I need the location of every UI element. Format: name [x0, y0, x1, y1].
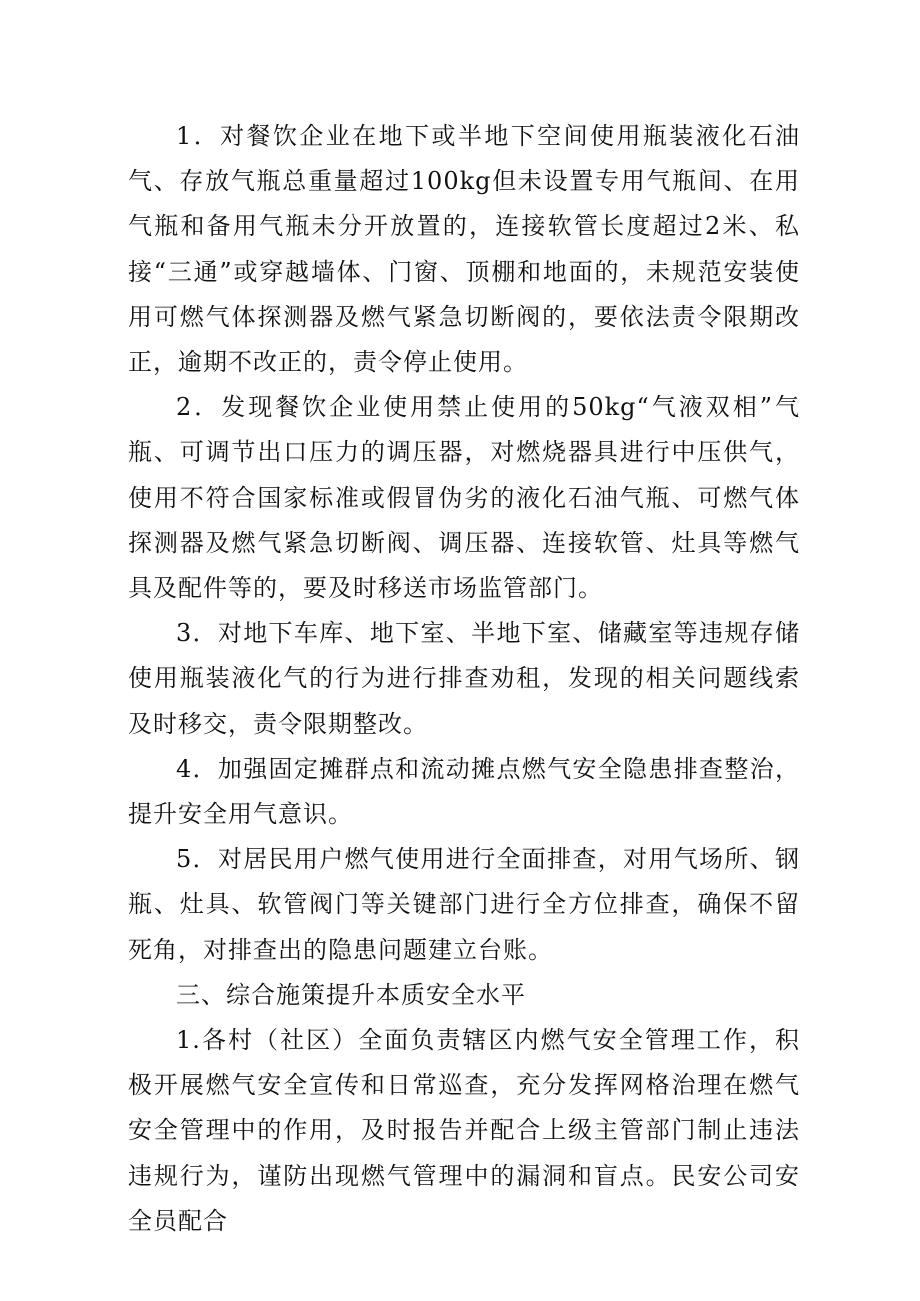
- document-body: [128, 114, 800, 1244]
- paragraph-item-2: 2．发现餐饮企业使用禁止使用的50kg“气液双相”气瓶、可调节出口压力的调压器，对燃烧器具进行中压供气，使用不符合国家标准或假冒伪劣的液化石油气瓶、可燃气体探测器及燃气紧急切断阀、调压器、连接软管、灶具等燃气具及配件等的，要及时移送市场监管部门。: [128, 393, 800, 603]
- paragraph-item-4: 4．加强固定摊群点和流动摊点燃气安全隐患排查整治，提升安全用气意识。: [128, 754, 800, 829]
- section-paragraph-1: 1.各村（社区）全面负责辖区内燃气安全管理工作，积极开展燃气安全宣传和日常巡查，充分发挥网格治理在燃气安全管理中的作用，及时报告并配合上级主管部门制止违法违规行为，谨防出现燃气管理中的漏洞和盲点。民安公司安全员配合: [128, 1026, 800, 1235]
- paragraph-item-3: 3．对地下车库、地下室、半地下室、储藏室等违规存储使用瓶装液化气的行为进行排查劝租，发现的相关问题线索及时移交，责令限期整改。: [128, 619, 800, 738]
- section-heading: 三、综合施策提升本质安全水平: [176, 980, 526, 1009]
- paragraph-item-5: 5．对居民用户燃气使用进行全面排查，对用气场所、钢瓶、灶具、软管阀门等关键部门进行全方位排查，确保不留死角，对排查出的隐患问题建立台账。: [128, 845, 800, 964]
- paragraph-item-1: 1．对餐饮企业在地下或半地下空间使用瓶装液化石油气、存放气瓶总重量超过100kg但未设置专用气瓶间、在用气瓶和备用气瓶未分开放置的，连接软管长度超过2米、私接“三通”或穿越墙体、门窗、顶棚和地面的，未规范安装使用可燃气体探测器及燃气紧急切断阀的，要依法责令限期改正，逾期不改正的，责令停止使用。: [128, 122, 800, 377]
